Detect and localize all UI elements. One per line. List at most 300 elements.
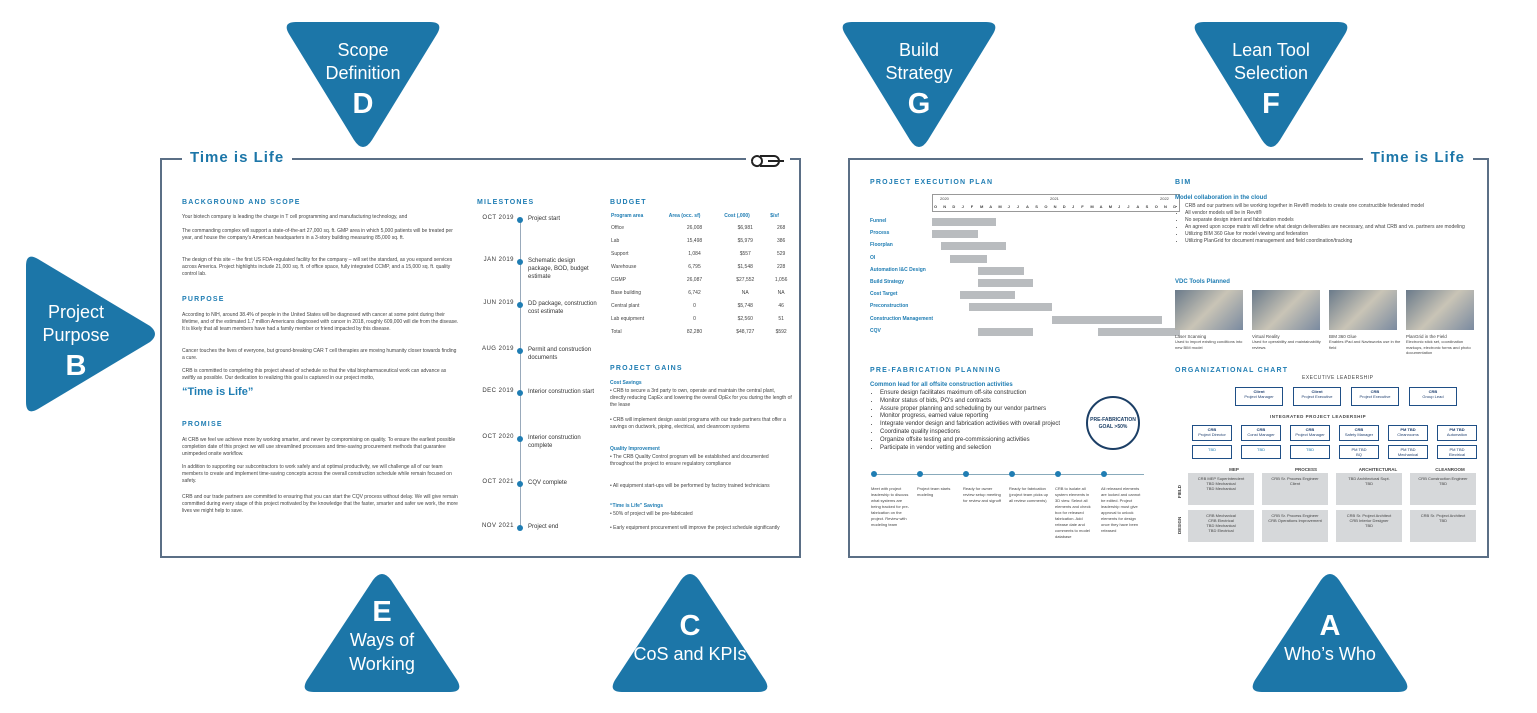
gantt-month: J [1072,204,1075,209]
tag-ways-of-working [300,572,464,692]
tag-line1: CoS and KPIs [633,644,747,664]
vdc-desc: Used for operability and maintainability reviews [1252,339,1321,350]
org-exec-box [1235,387,1283,406]
step-text: Project team starts modeling [917,486,951,497]
milestone-dot [517,217,523,223]
budget-row [609,260,794,273]
org-box-title: CRB [1207,427,1217,432]
tag-line2: Selection [1233,63,1309,83]
milestone-label: CQV complete [528,480,568,486]
promise-p2: In addition to supporting our subcontractors to work safely and at optimal productivity, we will challenge all of our team members to create and implement time-saving concepts across the overall construction schedule while remain focused on safety. [182,464,452,484]
step-text: Ready for fabrication (project team picks up all review comments) [1009,486,1049,503]
gantt-month: J [1127,204,1130,209]
gantt-chart [870,194,1177,344]
gains-quality-2: • All equipment start-ups will be performed by factory trained technicians [610,483,770,489]
gantt-bar [978,267,1024,275]
gantt-bar [932,218,996,226]
purpose-heading: PURPOSE [182,296,225,303]
org-cell-text: CRB MEP Superintendent [1197,476,1245,481]
budget-cell: $1,548 [737,263,753,270]
gantt-task-label: Cost Target [870,291,898,298]
budget-cell: $5,748 [737,302,753,309]
milestone-dot [517,481,523,487]
org-cell-text: CRB Sr. Process Engineer [1271,513,1319,518]
purpose-p3: CRB is committed to completing this project ahead of schedule so that the vital biopharmaceutical work can advance as swiftly as possible. Our dedication to realizing this goal is captured in our project motto, [182,368,447,381]
prefab-lead: Common lead for all offsite construction activities [870,382,1013,388]
step-text: Ready for owner review setup meeting for review and signoff [963,486,1001,503]
budget-row [609,312,794,325]
gantt-month: F [1081,204,1084,209]
budget-cell: 228 [776,263,786,270]
budget-cell: Office [611,224,624,231]
promise-p1: At CRB we feel we achieve more by working smarter, and never by compromising on quality. To ensure the earliest possible completion date of this project we will use streamlined processes and time-saving procurement methods that guarantee unimpeded onsite workflow. [182,437,456,457]
tag-key: D [352,88,374,120]
budget-cell: NA [741,289,749,296]
org-box-title: PM TBD [1400,427,1416,432]
bim-item: • An agreed upon scope matrix will define what design deliverables are necessary, and what CRB and vs. partners are modeling [1185,224,1479,231]
prefab-item: • Organize offsite testing and pre-commissioning activities [880,437,1109,445]
org-box-sub: Automation [1446,432,1468,437]
bim-item: • No separate design intent and fabrication models [1185,217,1479,224]
org-box-sub: Cleanrooms [1397,432,1419,437]
org-cell-text: CRB Sr. Project Architect [1420,513,1466,518]
milestone-date: DEC 2019 [482,388,514,394]
gantt-month: F [970,204,974,209]
milestone-date: OCT 2019 [482,215,514,221]
tag-line1: Who’s Who [1284,644,1376,664]
org-ipl-box [1192,425,1232,441]
budget-cell: CGMP [611,276,626,283]
gantt-bar [978,279,1033,287]
org-box-sub: Project Manager [1295,432,1325,437]
org-box-title: CRB [1428,389,1438,394]
org-box-sub: BQ [1356,452,1362,457]
gantt-bar [941,242,1005,250]
budget-cell: Lab equipment [611,315,645,322]
gantt-bar [932,230,978,238]
org-ipl-box [1388,425,1428,441]
budget-cell: $27,552 [736,276,755,283]
milestone-dot [517,348,523,354]
prefab-item: • Coordinate quality inspections [880,429,1109,437]
goal-line2: GOAL >50% [1098,424,1128,430]
budget-cell: Warehouse [611,263,637,270]
budget-cell: 15,498 [686,237,703,244]
gantt-month: J [1016,204,1020,209]
gantt-month: N [1164,204,1167,209]
budget-heading: BUDGET [610,199,647,206]
org-ipl-box [1290,425,1330,441]
tag-key: E [372,596,392,628]
org-cell-text: TBD Electrical [1208,528,1234,533]
tag-line2: Definition [325,63,401,83]
gantt-month: S [1145,204,1149,209]
prefab-heading: PRE-FABRICATION PLANNING [870,367,1002,374]
budget-cell: 1,056 [774,276,788,283]
org-ipl-box [1339,425,1379,441]
budget-row [609,273,794,286]
tag-key: C [679,610,701,642]
gantt-task-label: Preconstruction [870,303,909,310]
gains-quality-1: • The CRB Quality Control program will be established and documented throughout the project to ensure regulatory compliance [610,454,769,467]
budget-cell: 0 [693,302,696,309]
org-tbd-box [1339,445,1379,459]
gantt-month: D [952,204,956,209]
gantt-month: M [1090,204,1094,209]
gantt-month: N [1053,204,1057,209]
org-cell-text: Client [1289,481,1301,486]
budget-cell: Total [611,328,622,335]
tag-scope-definition [282,22,444,150]
org-box-title: Client [1311,389,1323,394]
milestone-dot [517,525,523,531]
org-box-sub: Project Manager [1244,394,1274,399]
org-cell-text: CRB Sr. Project Architect [1346,513,1392,518]
milestone-date: JUN 2019 [483,300,514,306]
gains-heading: PROJECT GAINS [610,365,683,372]
tag-line2: Working [349,654,415,674]
org-box-title: CRB [1354,427,1364,432]
org-cell-text: CRB Mechanical [1206,513,1236,518]
org-tbd-box [1388,445,1428,459]
gantt-month: D [1173,204,1177,209]
org-exec-box [1293,387,1341,406]
org-row-label: FIELD [1177,485,1182,498]
gantt-month: D [1062,204,1066,209]
step-dot [871,471,877,477]
pep-heading: PROJECT EXECUTION PLAN [870,179,994,186]
gantt-month: J [961,204,964,209]
budget-cell: $5,979 [737,237,753,244]
bim-heading: BIM [1175,179,1192,186]
milestone-label: Project start [528,216,561,222]
budget-cell: 26,008 [686,224,703,231]
tag-project-purpose [26,252,160,416]
gains-cost-2: • CRB will implement design assist programs with our trade partners that offer a savings on ductwork, piping, electrical, and cleanroom systems [610,417,786,430]
gantt-month: A [1099,204,1103,209]
budget-row [609,221,794,234]
gantt-month: J [1118,204,1121,209]
background-p1: Your biotech company is leading the charge in T cell programming and manufacturing technology, and [182,214,408,220]
milestone-dot [517,302,523,308]
vdc-photo [1175,290,1243,330]
budget-row [609,247,794,260]
org-box-sub: Project Executive [1301,394,1333,399]
tag-line1: Ways of [349,630,415,650]
org-box-title: CRB [1256,427,1266,432]
gains-time-heading: “Time is Life” Savings [610,503,663,509]
org-cell-text: CRB Interior Designer [1349,518,1389,523]
gains-quality-heading: Quality Improvement [610,446,660,452]
prefab-item: • Participate in vendor vetting and selection [880,445,1109,453]
gantt-bar [969,303,1052,311]
tag-lean-tool-selection [1190,22,1352,150]
org-tbd-box [1192,445,1232,459]
org-cell-text: TBD [1439,518,1447,523]
org-cell [1262,510,1328,542]
prefab-list [874,390,1109,452]
tag-key: A [1319,610,1341,642]
org-cell [1262,473,1328,505]
tag-line2: Strategy [885,63,953,83]
gains-cost-1: • CRB to secure a 3rd party to own, operate and maintain the central plant, directly reducing CapEx and lowering the overall OpEx for you during the length of the lease [610,388,792,408]
vdc-title: Virtual Reality [1252,334,1280,339]
gains-cost-heading: Cost Savings [610,380,642,386]
milestone-label: DD package, construction cost estimate [528,301,597,315]
budget-cell: NA [777,289,785,296]
gantt-month: A [1026,204,1029,209]
prefab-item: • Assure proper planning and scheduling by our vendor partners [880,406,1109,414]
gantt-month: M [998,204,1002,209]
bim-item: • Utilizing BIM 360 Glue for model viewing and federation [1185,231,1479,238]
org-box-title: TBD [1257,447,1265,452]
org-row-label: DESIGN [1177,516,1182,534]
budget-row [609,299,794,312]
crb-logo-icon [746,152,790,170]
gantt-month: A [989,204,993,209]
org-exec-box [1351,387,1399,406]
vdc-photo [1252,290,1320,330]
tag-line1: Scope [337,40,389,60]
org-box-title: CRB [1305,427,1315,432]
gantt-month: S [1035,204,1038,209]
vdc-title: BIM 360 Glue [1329,334,1357,339]
step-text: CRB to isolate all system elements in 3D view. Select all elements and check box for released fabrication. Add release date and comments to model database [1055,486,1091,539]
org-cell-text: CRB Construction Engineer [1418,476,1468,481]
milestone-date: JAN 2019 [483,257,514,263]
vdc-title: Laser Scanning [1175,334,1207,339]
org-cell-text: TBD [1365,523,1373,528]
budget-cell: Lab [611,237,620,244]
org-cell-text: CRB Electrical [1208,518,1234,523]
gantt-task-label: Funnel [870,218,887,224]
tag-whos-who [1248,572,1412,692]
budget-row [609,325,794,338]
right-document-panel [848,149,1489,558]
org-group-label: CLEANROOM [1435,467,1465,472]
background-heading: BACKGROUND AND SCOPE [182,199,301,206]
org-box-sub: Safety Manager [1344,432,1374,437]
budget-cell: 6,742 [688,289,701,296]
budget-col-header: Program area [611,213,644,219]
bim-list [1179,203,1479,245]
gantt-year: 2022 [1160,196,1169,201]
budget-cell: $48,727 [736,328,755,335]
goal-line1: PRE-FABRICATION [1090,417,1136,423]
org-cell-text: TBD Mechanical [1206,523,1236,528]
vdc-desc: Used to import existing conditions into new BIM model [1175,339,1243,350]
budget-cell: 82,280 [686,328,703,335]
vdc-desc: Electronic stick set, coordination markups, electronic forms and photo documentation [1406,339,1471,355]
org-cell [1410,473,1476,505]
budget-cell: 26,087 [686,276,703,283]
budget-col-header: Area (occ. sf) [668,213,701,219]
org-box-title: CRB [1370,389,1380,394]
budget-cell: 268 [776,224,786,231]
tag-line1: Project [47,302,105,322]
gantt-year: 2021 [1050,196,1059,201]
milestone-date: OCT 2021 [482,479,514,485]
promise-heading: PROMISE [182,421,223,428]
gantt-bar [950,255,987,263]
step-text: Meet with project leadership to discuss what systems are being tracked for pre-fabrication on the project. Review with modeling team [871,486,910,527]
gantt-task-label: Automation I&C Design [870,266,926,273]
gantt-month: O [934,204,938,209]
gantt-month: O [1154,204,1158,209]
tag-key: B [65,350,87,382]
gantt-bar [1098,328,1181,336]
org-ipl-box [1241,425,1281,441]
milestone-dot [517,390,523,396]
org-ipl-label: INTEGRATED PROJECT LEADERSHIP [1270,414,1367,419]
org-cell [1336,473,1402,505]
org-cell-text: TBD Mechanical [1206,481,1236,486]
bim-item: • All vendor models will be in Revit® [1185,210,1479,217]
org-box-title: PM TBD [1449,447,1465,452]
gantt-bar [978,328,1033,336]
org-cell-text: TBD Mechanical [1206,486,1236,491]
org-exec-label: EXECUTIVE LEADERSHIP [1302,375,1374,381]
vdc-desc: Enables iPad and Navisworks use in the field [1329,339,1401,350]
gantt-bar [960,291,1015,299]
purpose-motto: “Time is Life” [182,386,254,398]
vdc-photo [1329,290,1397,330]
milestone-label: Schematic design package, BOD, budget estimate [528,258,589,280]
gantt-task-label: OI [870,254,876,261]
step-text: All released elements are locked and cannot be edited. Project leadership must give approval to unlock elements for design once they have been released [1101,486,1141,533]
org-group-label: PROCESS [1294,467,1317,472]
gains-time-1: • 50% of project will be pre-fabricated [610,511,693,517]
org-cell-text: CRB Sr. Process Engineer [1271,476,1319,481]
bim-item: • CRB and our partners will be working together in Revit® models to create one constructible federated model [1185,203,1479,210]
gantt-task-label: Floorplan [870,242,893,249]
prefab-item: • Monitor status of bids, PO’s and contracts [880,398,1109,406]
step-dot [917,471,923,477]
prefab-goal-badge [1086,396,1140,450]
budget-cell: 529 [776,250,786,257]
purpose-p2: Cancer touches the lives of everyone, but ground-breaking CAR T cell therapies are moving humanity closer towards finding a cure. [182,348,457,361]
org-tbd-box [1241,445,1281,459]
budget-col-header: $/sf [770,213,779,219]
milestone-label: Project end [528,524,559,530]
budget-row [609,234,794,247]
gantt-bar [1052,316,1162,324]
purpose-p1: According to NIH, around 38.4% of people in the United States will be diagnosed with cancer at some point during their lifetime, and of the estimated 1.7 million Americans diagnosed with cancer in 2018, roughly 609,000 will die from the disease. It is likely that all team members have had a family member or friend impacted by this disease. [182,312,459,332]
budget-cell: $557 [739,250,751,257]
tag-key: G [907,88,931,120]
milestone-label: Permit and construction documents [528,347,592,361]
org-box-title: PM TBD [1400,447,1416,452]
gantt-task-label: Construction Management [870,315,934,322]
org-cell [1188,510,1254,542]
vdc-photo [1406,290,1474,330]
gantt-task-label: Build Strategy [870,279,904,285]
org-box-sub: Electrical [1448,452,1466,457]
org-cell-text: CRB Operations Improvement [1268,518,1322,523]
budget-cell: 0 [693,315,696,322]
org-heading: ORGANIZATIONAL CHART [1175,367,1289,374]
org-box-title: TBD [1306,447,1314,452]
org-box-sub: Group Lead [1422,394,1444,399]
milestone-dot [517,436,523,442]
tag-key: F [1262,88,1280,120]
panel-title: Time is Life [182,149,292,166]
step-dot [1055,471,1061,477]
tag-line1: Lean Tool [1232,40,1310,60]
org-exec-box [1409,387,1457,406]
prefab-item: • Monitor progress, earned value reporting [880,413,1109,421]
org-cell [1410,510,1476,542]
milestone-label: Interior construction start [528,389,595,395]
budget-row [609,286,794,299]
gantt-header-box [932,194,1180,212]
org-group-label: ARCHITECTURAL [1358,467,1398,472]
gantt-task-label: CQV [870,327,881,334]
budget-cell: $6,981 [737,224,753,231]
budget-cell: Support [611,250,629,257]
budget-cell: Base building [611,289,642,296]
milestone-date: OCT 2020 [482,434,514,440]
left-document-panel [160,149,801,558]
org-cell-text: TBD [1439,481,1447,486]
gains-time-2: • Early equipment procurement will improve the project schedule significantly [610,525,780,531]
budget-cell: 1,084 [688,250,701,257]
budget-cell: 51 [778,315,784,322]
org-tbd-box [1290,445,1330,459]
panel-title: Time is Life [1363,149,1473,166]
org-box-sub: Project Executive [1359,394,1391,399]
budget-cell: $2,560 [737,315,753,322]
org-cell-text: TBD Architectural Supt. [1348,476,1390,481]
org-box-sub: Mechanical [1397,452,1419,457]
gantt-task-label: Process [870,230,890,237]
org-box-sub: Const Manager [1247,432,1275,437]
vdc-heading: VDC Tools Planned [1175,279,1230,285]
org-cell [1336,510,1402,542]
background-p2: The commanding complex will support a state-of-the-art 27,000 sq. ft. GMP area in which 5,000 patients will be treated per year, and house the company’s American headquarters in a 3-story building measuring 85,000 sq. ft. [182,228,453,241]
background-p3: The design of this site – the first US FDA-regulated facility for the company – will set the standard, as you expand services across America. Project highlights include 21,000 sq. ft. of office space, fully integrated CCMP, and a 15,000 sq. ft. quality control lab. [182,257,453,277]
budget-col-header: Cost (,000) [724,213,750,219]
bim-item: • Utilizing PlanGrid for document management and field coordination/tracking [1185,238,1479,245]
org-ipl-box [1437,425,1477,441]
org-cell-text: TBD [1365,481,1373,486]
tag-line1: Build [898,40,940,60]
vdc-title: PlanGrid in the Field [1406,334,1447,339]
milestone-label: Interior construction complete [528,435,581,449]
gantt-month: A [1136,204,1140,209]
org-cell [1188,473,1254,505]
org-group-label: MEP [1229,467,1239,472]
step-dot [1101,471,1107,477]
gantt-month: J [1007,204,1010,209]
prefab-item: • Integrate vendor design and fabrication activities with overall project [880,421,1109,429]
milestones-heading: MILESTONES [477,199,535,206]
org-box-title: PM TBD [1449,427,1465,432]
gantt-year: 2020 [940,196,949,201]
budget-cell: Central plant [611,302,640,309]
gantt-month: M [980,204,984,209]
budget-cell: 46 [778,302,784,309]
org-box-sub: Project Director [1198,432,1226,437]
budget-table [609,211,794,338]
gantt-month: M [1108,204,1113,209]
org-tbd-box [1437,445,1477,459]
org-box-title: TBD [1208,447,1216,452]
budget-cell: 6,795 [688,263,701,270]
gantt-month: O [1044,204,1048,209]
budget-cell: 386 [776,237,786,244]
org-box-title: Client [1253,389,1265,394]
